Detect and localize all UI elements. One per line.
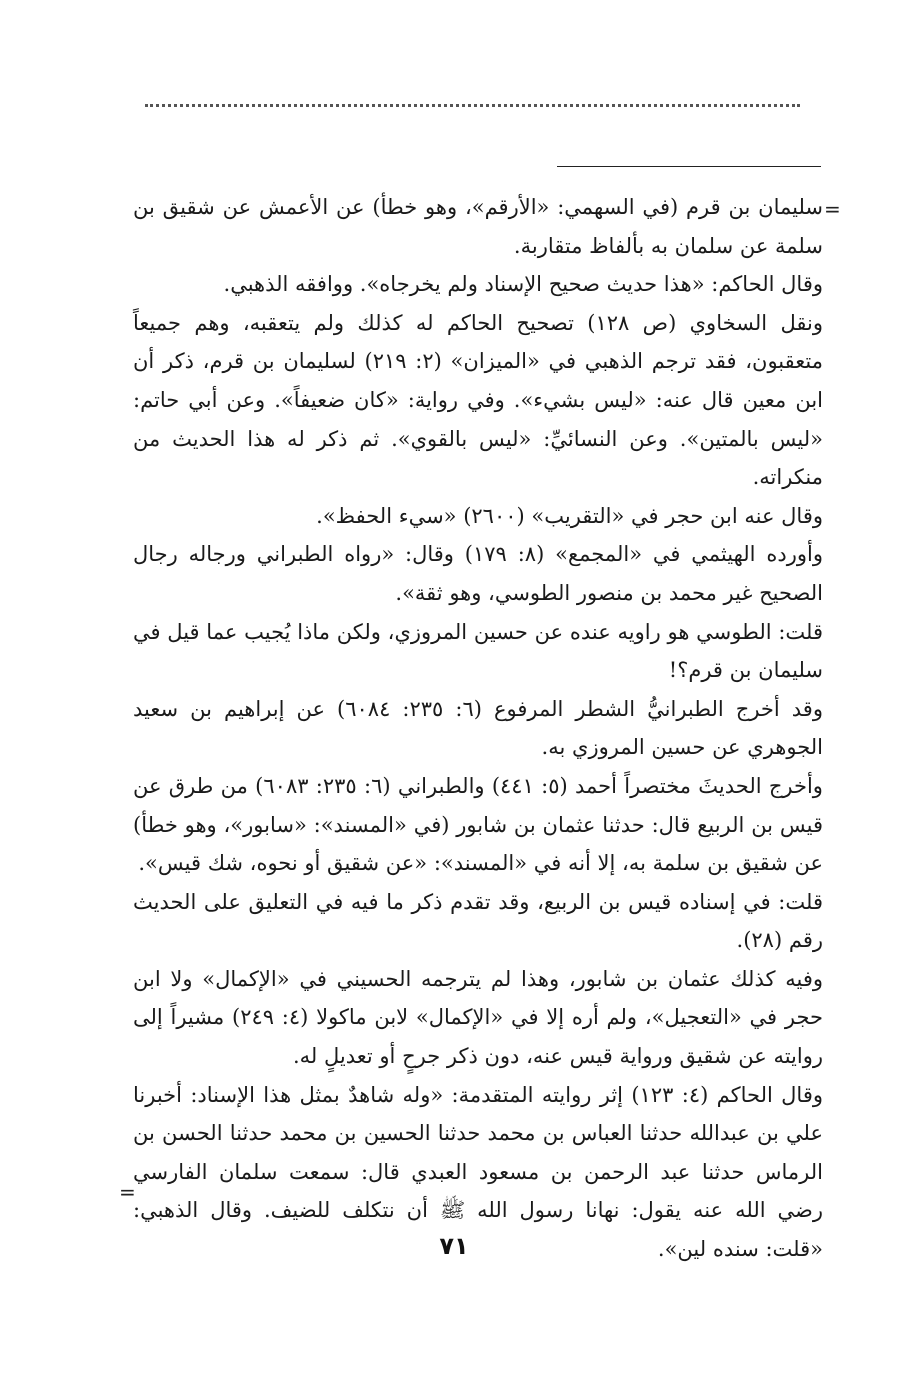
footnote-separator-rule [557, 166, 821, 167]
paragraph-8: وأخرج الحديثَ مختصراً أحمد (٥: ٤٤١) والطبراني (٦: ٢٣٥: ٦٠٨٣) من طرق عن قيس بن الربيع قال: حدثنا عثمان بن شابور (في «المسند»: «سابور»، وهو خطأ) عن شقيق بن سلمة به، إلا أنه في «المسند»: «عن شقيق أو نحوه، شك قيس». [133, 773, 823, 876]
paragraph-5: وأورده الهيثمي في «المجمع» (٨: ١٧٩) وقال: «رواه الطبراني ورجاله رجال الصحيح غير محمد بن منصور الطوسي، وهو ثقة». [133, 542, 823, 605]
continuation-mark-bottom: = [119, 1180, 136, 1204]
paragraph-6: قلت: الطوسي هو راويه عنده عن حسين المروزي، ولكن ماذا يُجيب عما قيل في سليمان بن قرم؟! [133, 619, 823, 683]
paragraph-9: قلت: في إسناده قيس بن الربيع، وقد تقدم ذكر ما فيه في التعليق على الحديث رقم (٢٨). [133, 889, 823, 953]
page-number: ٧١ [439, 1232, 469, 1260]
paragraph-11: وقال الحاكم (٤: ١٢٣) إثر روايته المتقدمة: «وله شاهدٌ بمثل هذا الإسناد: أخبرنا علي بن عبدالله حدثنا العباس بن محمد حدثنا الحسين بن محمد حدثنا الحسن بن الرماس حدثنا عبد الرحمن بن مسعود العبدي قال: سمعت سلمان الفارسي رضي الله عنه يقول: نهانا رسول الله ﷺ أن نتكلف للضيف. وقال الذهبي: «قلت: سنده لين». [133, 1082, 823, 1262]
footnote-text-block [133, 188, 823, 1269]
paragraph-1: سليمان بن قرم (في السهمي: «الأرقم»، وهو خطأ) عن الأعمش عن شقيق بن سلمة عن سلمان به بألفاظ متقاربة. [133, 195, 823, 258]
paragraph-2: وقال الحاكم: «هذا حديث صحيح الإسناد ولم يخرجاه». ووافقه الذهبي. [223, 272, 823, 297]
paragraph-4: وقال عنه ابن حجر في «التقريب» (٢٦٠٠) «سيء الحفظ». [316, 503, 823, 528]
paragraph-7: وقد أخرج الطبرانيُّ الشطر المرفوع (٦: ٢٣٥: ٦٠٨٤) عن إبراهيم بن سعيد الجوهري عن حسين المروزي به. [133, 696, 823, 760]
paragraph-10: وفيه كذلك عثمان بن شابور، وهذا لم يترجمه الحسيني في «الإكمال» ولا ابن حجر في «التعجيل»، ولم أره إلا في «الإكمال» لابن ماكولا (٤: ٢٤٩) مشيراً إلى روايته عن شقيق ورواية قيس عنه، دون ذكر جرحٍ أو تعديلٍ له. [133, 966, 823, 1069]
continuation-mark-top: = [824, 197, 841, 221]
header-dotted-rule [145, 104, 800, 107]
paragraph-3: ونقل السخاوي (ص ١٢٨) تصحيح الحاكم له كذلك ولم يتعقبه، وهم جميعاً متعقبون، فقد ترجم الذهبي في «الميزان» (٢: ٢١٩) لسليمان بن قرم، ذكر أن ابن معين قال عنه: «ليس بشيء». وفي رواية: «كان ضعيفاً». وعن أبي حاتم: «ليس بالمتين». وعن النسائيِّ: «ليس بالقوي». ثم ذكر له هذا الحديث من منكراته. [133, 310, 823, 490]
